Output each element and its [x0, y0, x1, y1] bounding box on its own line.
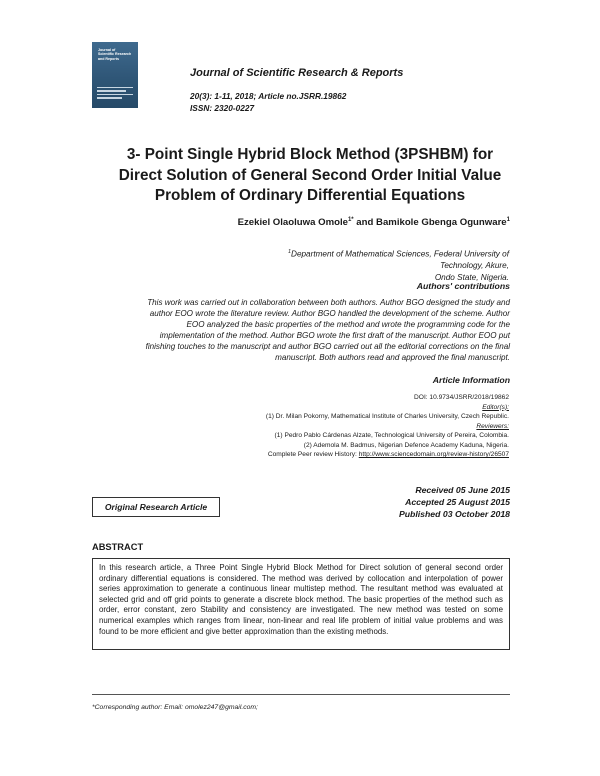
doi: DOI: 10.9734/JSRR/2018/19862: [414, 394, 509, 401]
paper-title: 3- Point Single Hybrid Block Method (3PSHBM) for Direct Solution of General Second Order Initial Value Problem of Ordinary Differential Equations: [118, 146, 502, 204]
editor-entry: (1) Dr. Milan Pokorny, Mathematical Institute of Charles University, Czech Republic.: [265, 413, 509, 420]
journal-issue: 20(3): 1-11, 2018; Article no.JSRR.19862: [190, 91, 347, 101]
published-date: Published 03 October 2018: [398, 508, 510, 519]
review-history-link[interactable]: http://www.sciencedomain.org/review-history/26507: [358, 451, 509, 458]
journal-issn: ISSN: 2320-0227: [190, 103, 255, 113]
abstract-heading: ABSTRACT: [92, 542, 144, 552]
journal-cover-thumbnail: [92, 42, 138, 108]
accepted-date: Accepted 25 August 2015: [405, 496, 510, 507]
abstract-text: In this research article, a Three Point Single Hybrid Block Method for Direct solution of general second order ordinary differential equations is considered. The method was derived by collocation and interpolation of power series approximation to generate a continuous linear multistep method. The resultant method was evaluated at selected grid and off grid points to generate a discrete block method. The basic properties of the method such as order, error constant, zero Stability and consistency are investigated. The new method was tested on some numerical examples which ranges from linear, non-linear and real life problem of initial value problems and was found to be more efficient and give better approximation than the existing methods.: [99, 563, 503, 636]
author-2: Bamikole Gbenga Ogunware: [376, 217, 507, 229]
reviewer-entry: (2) Ademola M. Badmus, Nigerian Defence Academy Kaduna, Nigeria.: [303, 441, 509, 449]
article-type-box: Original Research Article: [92, 497, 220, 517]
author-1: Ezekiel Olaoluwa Omole: [237, 217, 348, 229]
article-info-heading: Article Information: [432, 375, 510, 385]
cover-title: Journal of Scientific Research and Reports: [98, 48, 132, 61]
journal-name: Journal of Scientific Research & Reports: [190, 67, 404, 79]
reviewer-entry: (1) Pedro Pablo Cárdenas Alzate, Technological University of Pereira, Colombia.: [274, 432, 509, 439]
cover-decoration: [97, 87, 133, 101]
article-info: [210, 393, 509, 460]
footnote-divider: [92, 694, 510, 695]
editors-label: Editor(s):: [482, 403, 509, 411]
contributions-heading: Authors' contributions: [416, 281, 510, 291]
review-history: Complete Peer review History: http://www.sciencedomain.org/review-history/26507: [267, 451, 509, 458]
received-date: Received 05 June 2015: [415, 485, 510, 495]
publication-dates: [330, 485, 510, 520]
author-list: Ezekiel Olaoluwa Omole$^{1*}$ and Bamikole Gbenga Ogunware$^1$: [237, 217, 510, 229]
reviewers-label: Reviewers:: [476, 422, 509, 430]
contributions-text: This work was carried out in collaboration between both authors. Author BGO designed the study and author EOO wrote the literature review. Author BGO handled the development of the scheme. Author EOO analyzed the basic properties of the method and wrote the programming code for the implementation of the method. Author BGO wrote the first draft of the manuscript. Author EOO put finishing touches to the manuscript and author BGO carried out all the editorial corrections on the final manuscript. Both authors read and approved the final manuscript.: [145, 298, 510, 362]
corresponding-author-footnote: *Corresponding author: Email: omolez247@gmail.com;: [92, 704, 258, 711]
affiliation: $^1$Department of Mathematical Sciences, Federal University of Technology, Akure, Ondo State, Nigeria.: [287, 249, 509, 282]
abstract-box: [92, 558, 510, 650]
